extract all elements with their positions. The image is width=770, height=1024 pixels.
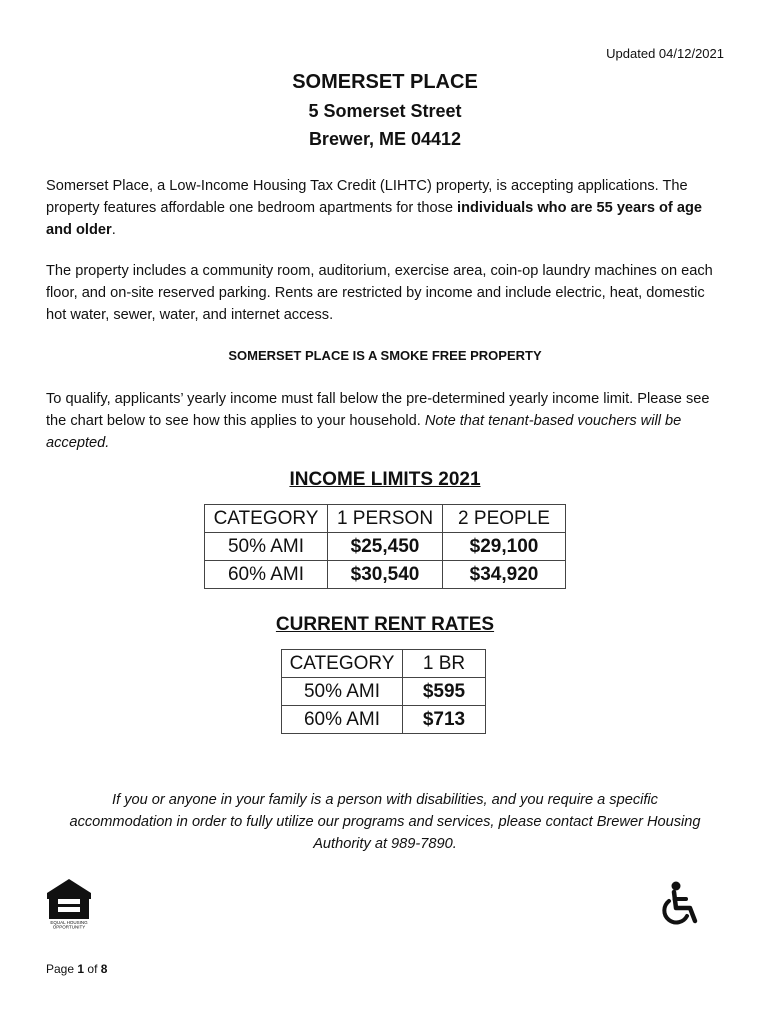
table-header-cell: CATEGORY	[205, 505, 328, 533]
svg-text:OPPORTUNITY: OPPORTUNITY	[52, 924, 86, 929]
total-pages: 8	[100, 962, 108, 976]
intro-paragraph	[46, 175, 726, 241]
table-row	[205, 533, 566, 561]
table-cell: 60% AMI	[282, 706, 403, 734]
updated-date: Updated 04/12/2021	[606, 46, 724, 61]
table-header-row	[282, 650, 486, 678]
table-header-cell: CATEGORY	[282, 650, 403, 678]
current-page: 1	[77, 962, 85, 976]
table-cell: $713	[403, 706, 486, 734]
table-row	[282, 706, 486, 734]
table-cell: $30,540	[328, 561, 443, 589]
svg-text:EQUAL HOUSING: EQUAL HOUSING	[50, 920, 88, 925]
income-limits-title: INCOME LIMITS 2021	[289, 469, 481, 490]
table-cell: $25,450	[328, 533, 443, 561]
intro-text: Somerset Place, a Low-Income Housing Tax Credit (LIHTC) property, is accepting applications. The property features affordable one bedroom apartments for those	[46, 178, 688, 216]
voucher-note: Note that tenant-based vouchers will be accepted.	[46, 413, 682, 451]
wheelchair-icon	[657, 880, 705, 928]
table-header-row	[205, 505, 566, 533]
city-address: Brewer, ME 04412	[308, 129, 462, 149]
table-cell: $29,100	[443, 533, 566, 561]
table-cell: 60% AMI	[205, 561, 328, 589]
table-row	[205, 561, 566, 589]
table-cell: 50% AMI	[282, 678, 403, 706]
table-header-cell: 2 PEOPLE	[443, 505, 566, 533]
table-header-cell: 1 PERSON	[328, 505, 443, 533]
table-cell: 50% AMI	[205, 533, 328, 561]
table-header-cell: 1 BR	[403, 650, 486, 678]
amenities-paragraph: The property includes a community room, auditorium, exercise area, coin-op laundry machines on each floor, and on-site reserved parking. Rents are restricted by income and include electric, heat, domestic hot water, sewer, water, and internet access.	[46, 263, 713, 323]
table-cell: $595	[403, 678, 486, 706]
qualify-paragraph	[46, 388, 726, 454]
table-row	[282, 678, 486, 706]
equal-housing-opportunity-icon	[44, 877, 94, 929]
street-address: 5 Somerset Street	[308, 101, 462, 121]
of-word: of	[87, 962, 98, 976]
smoke-free-notice: SOMERSET PLACE IS A SMOKE FREE PROPERTY	[228, 348, 542, 363]
intro-end: .	[111, 222, 116, 238]
page-number	[46, 962, 107, 976]
intro-bold-text: individuals who are 55 years of age and older	[46, 200, 702, 238]
page-word: Page	[46, 962, 75, 976]
qualify-text: To qualify, applicants’ yearly income must fall below the pre-determined yearly income limit. Please see the chart below to see how this applies to your household.	[46, 391, 710, 429]
table-cell: $34,920	[443, 561, 566, 589]
accommodation-notice: If you or anyone in your family is a person with disabilities, and you require a specific accommodation in order to fully utilize our programs and services, please contact Brewer Housing Authority at 989-7890.	[69, 792, 701, 852]
page-title: SOMERSET PLACE	[292, 71, 478, 93]
income-limits-table	[204, 504, 566, 589]
rent-rates-title: CURRENT RENT RATES	[275, 614, 495, 635]
header	[0, 68, 770, 153]
rent-rates-table	[281, 649, 486, 734]
